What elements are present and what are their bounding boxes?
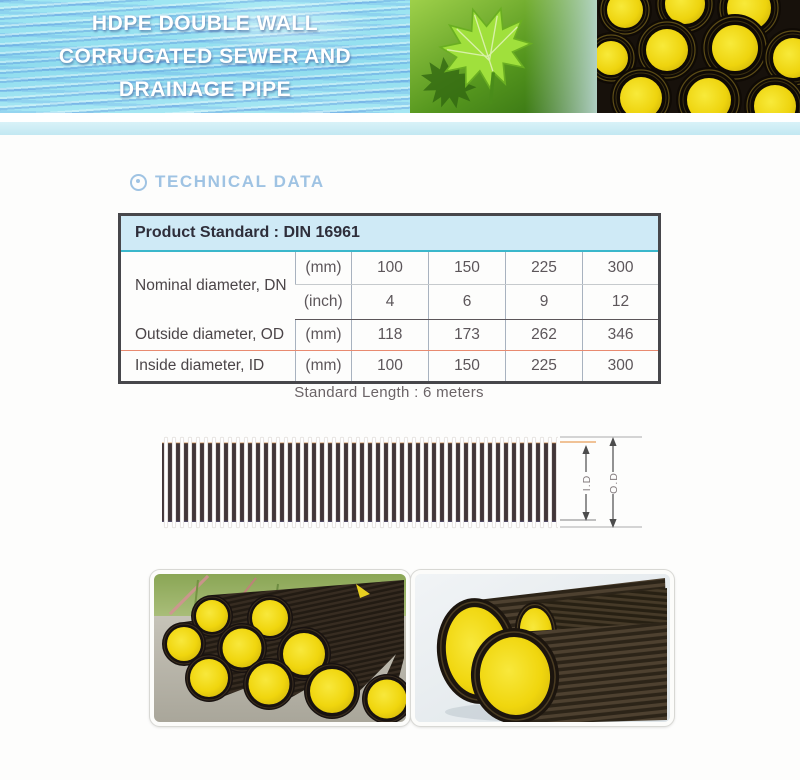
leaf-illustration — [410, 0, 597, 113]
technical-data-table-wrap — [118, 213, 660, 384]
header-banner — [0, 0, 800, 113]
cell-label: Nominal diameter, DN — [135, 276, 287, 294]
title-line-2: CORRUGATED SEWER AND — [58, 45, 352, 68]
corrugation-band — [162, 430, 558, 535]
cell-value: 150 — [429, 351, 506, 383]
white-divider — [0, 113, 800, 122]
page-title — [0, 7, 410, 106]
section-heading-label: TECHNICAL DATA — [155, 172, 325, 191]
cell-value: 300 — [583, 251, 660, 285]
cell-value: 150 — [429, 251, 506, 285]
cell-unit: (mm) — [296, 251, 352, 285]
pipe-stack-photo-header — [597, 0, 800, 113]
cell-unit: (mm) — [296, 320, 352, 351]
section-heading-technical-data — [130, 172, 325, 192]
bullet-circle-icon — [130, 174, 147, 191]
technical-data-table — [118, 213, 661, 384]
cell-label: Outside diameter, OD — [120, 320, 296, 351]
title-line-1: HDPE DOUBLE WALL — [91, 12, 319, 35]
blue-accent-band — [0, 122, 800, 135]
outer-diameter-label: O.D — [608, 472, 620, 494]
three-pipes-illustration — [415, 574, 670, 722]
table-header-row — [120, 215, 660, 252]
cell-value: 9 — [506, 285, 583, 320]
inner-diameter-label: I.D — [581, 474, 593, 492]
table-row — [120, 251, 660, 285]
standard-length-note: Standard Length : 6 meters — [294, 384, 484, 401]
table-row — [120, 351, 660, 383]
cell-value: 346 — [583, 320, 660, 351]
table-row — [120, 320, 660, 351]
cell-value: 100 — [352, 351, 429, 383]
photo-pipes-stacked — [150, 570, 410, 726]
pipe-ends-illustration — [597, 0, 800, 113]
water-texture-panel — [0, 0, 410, 113]
cell-unit: (inch) — [296, 285, 352, 320]
cell-value: 118 — [352, 320, 429, 351]
cell-unit: (mm) — [296, 351, 352, 383]
corrugation-drawing — [162, 430, 652, 538]
photo-pipes-three — [411, 570, 674, 726]
cell-value: 100 — [352, 251, 429, 285]
cell-value: 225 — [506, 351, 583, 383]
cell-value: 4 — [352, 285, 429, 320]
cell-value: 12 — [583, 285, 660, 320]
stacked-pipes-illustration — [154, 574, 406, 722]
cell-value: 262 — [506, 320, 583, 351]
cell-value: 225 — [506, 251, 583, 285]
green-leaf-photo — [410, 0, 597, 113]
product-standard-header: Product Standard : DIN 16961 — [120, 215, 660, 252]
cell-value: 173 — [429, 320, 506, 351]
cell-value: 6 — [429, 285, 506, 320]
title-line-3: DRAINAGE PIPE — [118, 78, 292, 101]
corrugated-pipe-diagram — [162, 430, 652, 538]
cell-value: 300 — [583, 351, 660, 383]
cell-label: Inside diameter, ID — [135, 357, 265, 374]
